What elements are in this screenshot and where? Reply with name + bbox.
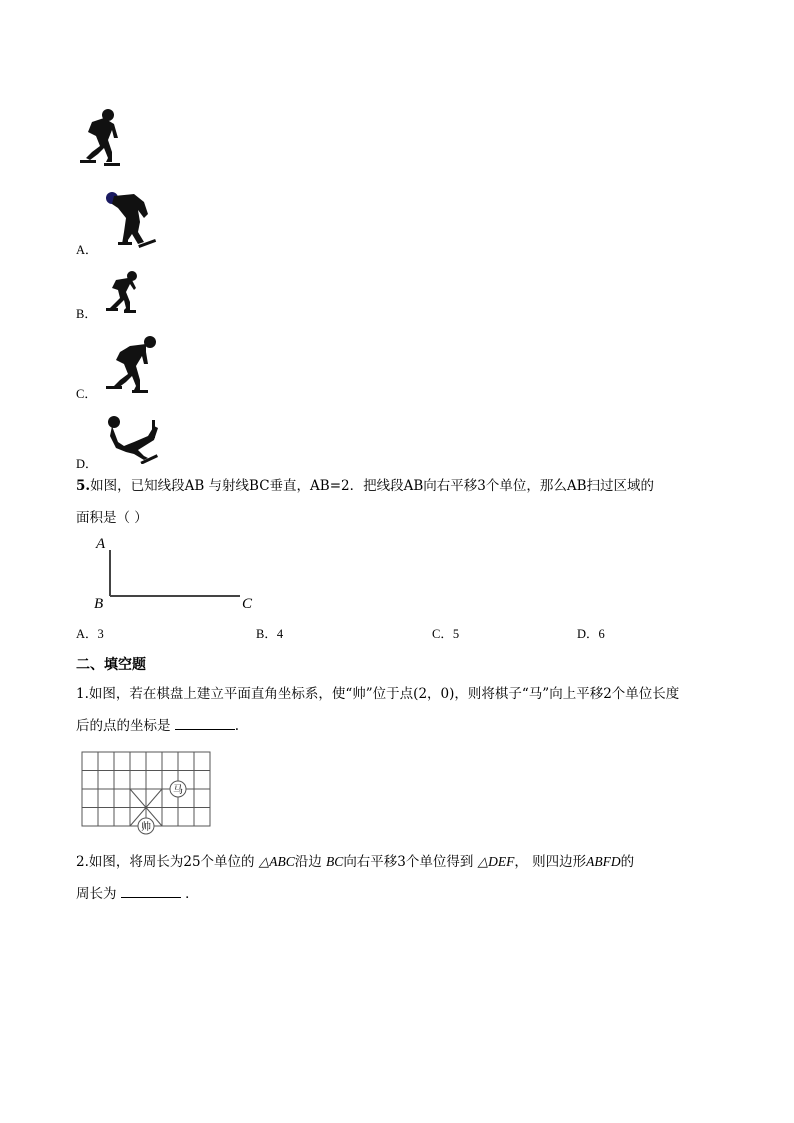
chess-piece-shuai: 帅: [141, 822, 151, 833]
answer-blank-2[interactable]: [121, 885, 181, 898]
fill-question-2-part-a: 2.如图，将周长为25个单位的: [76, 854, 255, 870]
question-5-text: [76, 470, 726, 534]
option-b-label: B．: [76, 307, 97, 321]
segment-bc: BC: [326, 854, 344, 869]
triangle-abc: △ABC: [258, 854, 295, 869]
figure-label-a: A: [96, 536, 106, 552]
fill-question-2-line2-suffix: ．: [185, 886, 199, 902]
skater-original-image: [78, 108, 128, 166]
skater-option-b-image: [104, 270, 140, 314]
q5-option-a: A．3: [76, 627, 104, 641]
question-5-number: 5.: [76, 478, 91, 494]
figure-label-b: B: [94, 596, 104, 612]
triangle-def: △DEF: [477, 854, 515, 869]
question-5-figure: [90, 532, 270, 614]
quadrilateral-abfd: ABFD: [586, 854, 621, 869]
q5-option-d: D．6: [577, 627, 605, 641]
skater-option-c-image: [104, 334, 158, 394]
fill-question-1-line2-suffix: .: [234, 718, 240, 734]
answer-blank-1[interactable]: [175, 717, 235, 730]
section-2-title: 二、填空题: [76, 657, 146, 673]
chess-piece-ma: 马: [173, 785, 183, 796]
fill-question-1-text: [76, 678, 726, 742]
question-5-line1: 如图，已知线段AB 与射线BC垂直，AB=2．把线段AB向右平移3个单位，那么AB扫过区域的: [90, 478, 655, 494]
option-a-label: A．: [76, 243, 98, 257]
figure-label-c: C: [242, 596, 253, 612]
fill-question-1-line1: 1.如图，若在棋盘上建立平面直角坐标系，使“帅”位于点(2，0)，则将棋子“马”向上平移2个单位长度: [76, 686, 680, 702]
fill-question-2-part-e: 的: [620, 854, 635, 870]
fill-question-2-line2-prefix: 周长为: [76, 886, 117, 902]
question-5-line2: 面积是（ ）: [76, 510, 148, 526]
skater-option-d-image: [104, 412, 162, 464]
q5-option-b: B．4: [256, 627, 284, 641]
fill-question-2-text: [76, 846, 726, 910]
option-d-label: D．: [76, 457, 98, 471]
chessboard-figure: [78, 748, 214, 838]
fill-question-2-part-d: ， 则四边形: [514, 854, 587, 870]
q5-option-c: C．5: [432, 627, 460, 641]
fill-question-2-part-c: 向右平移3个单位得到: [343, 854, 474, 870]
option-c-label: C．: [76, 387, 97, 401]
fill-question-1-line2-prefix: 后的点的坐标是: [76, 718, 171, 734]
fill-question-2-part-b: 沿边: [294, 854, 322, 870]
skater-option-a-image: [104, 188, 160, 248]
